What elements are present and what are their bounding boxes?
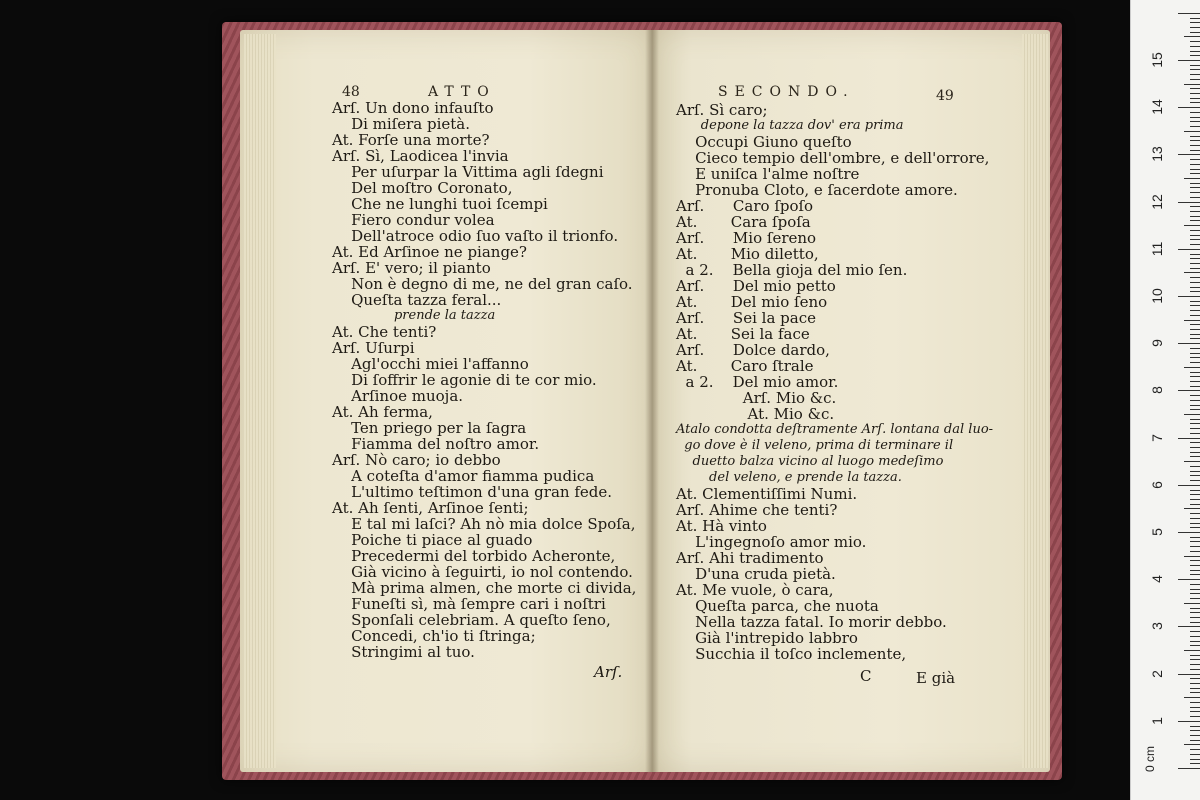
ruler-tick	[1190, 400, 1200, 401]
ruler-tick	[1178, 343, 1200, 344]
ruler-tick	[1178, 154, 1200, 155]
ruler-tick	[1190, 447, 1200, 448]
ruler-tick	[1190, 726, 1200, 727]
ruler-tick	[1190, 22, 1200, 23]
ruler-tick	[1190, 456, 1200, 457]
ruler-tick	[1190, 763, 1200, 764]
ruler-tick	[1190, 707, 1200, 708]
text-line: A coteſta d'amor fiamma pudica	[332, 467, 595, 485]
ruler-tick	[1190, 51, 1200, 52]
text-line: Mà prima almen, che morte ci divida,	[332, 579, 637, 597]
ruler-tick	[1190, 357, 1200, 358]
text-line: At. Me vuole, ò cara,	[676, 581, 834, 599]
ruler-tick	[1178, 13, 1200, 14]
text-line: At. Mio diletto,	[676, 245, 819, 263]
ruler-tick	[1190, 494, 1200, 495]
ruler-tick	[1190, 598, 1200, 599]
text-line: Occupi Giuno queſto	[676, 133, 852, 151]
ruler-tick	[1190, 754, 1200, 755]
ruler-tick	[1190, 537, 1200, 538]
ruler-tick	[1184, 650, 1200, 651]
text-line: Atalo condotta deſtramente Arſ. lontana dal luo-	[676, 422, 994, 437]
text-line: Funeſti sì, mà ſempre cari i noſtri	[332, 595, 606, 613]
ruler-tick	[1190, 570, 1200, 571]
ruler-tick	[1190, 65, 1200, 66]
right-page-text	[676, 101, 994, 663]
ruler-tick	[1190, 659, 1200, 660]
ruler-tick	[1190, 423, 1200, 424]
text-line: D'una cruda pietà.	[676, 565, 836, 583]
text-line: Del moſtro Coronato,	[332, 179, 513, 197]
ruler-tick	[1184, 697, 1200, 698]
text-line: a 2. Bella gioja del mio ſen.	[676, 261, 908, 279]
ruler-tick	[1190, 740, 1200, 741]
text-line: Arſ. Ahime che tenti?	[676, 501, 838, 519]
text-line: prende la tazza	[332, 308, 496, 323]
text-line: duetto balza vicino al luogo medeſimo	[676, 454, 944, 469]
text-line: L'ultimo teſtimon d'una gran fede.	[332, 483, 613, 501]
ruler-tick	[1190, 258, 1200, 259]
ruler-tick	[1190, 206, 1200, 207]
ruler-tick	[1190, 324, 1200, 325]
ruler-tick	[1178, 202, 1200, 203]
text-line: Per uſurpar la Vittima agli ſdegni	[332, 163, 604, 181]
text-line: Già vicino à ſeguirti, io nol contendo.	[332, 563, 633, 581]
ruler-tick	[1178, 674, 1200, 675]
ruler-tick	[1190, 480, 1200, 481]
text-line: Succhia il toſco inclemente,	[676, 645, 907, 663]
ruler-number: 13	[1149, 146, 1165, 163]
ruler-tick	[1190, 121, 1200, 122]
text-line: depone la tazza dov' era prima	[676, 118, 904, 133]
ruler-tick	[1190, 678, 1200, 679]
ruler-tick	[1190, 442, 1200, 443]
ruler-tick	[1184, 508, 1200, 509]
ruler-tick	[1190, 395, 1200, 396]
ruler-tick	[1190, 759, 1200, 760]
ruler-tick	[1178, 438, 1200, 439]
text-line: a 2. Del mio amor.	[676, 373, 839, 391]
ruler-tick	[1190, 702, 1200, 703]
text-line: Non è degno di me, ne del gran caſo.	[332, 275, 633, 293]
ruler-tick	[1190, 164, 1200, 165]
ruler-number: 11	[1149, 241, 1165, 257]
text-line: Pronuba Cloto, e ſacerdote amore.	[676, 181, 958, 199]
ruler-tick	[1190, 211, 1200, 212]
text-line: At. Hà vinto	[676, 517, 767, 535]
text-line: At. Mio &c.	[676, 405, 835, 423]
right-catchword: E già	[916, 669, 956, 687]
ruler-tick	[1184, 367, 1200, 368]
ruler-tick	[1190, 499, 1200, 500]
text-line: del veleno, e prende la tazza.	[676, 470, 902, 485]
ruler-tick	[1190, 41, 1200, 42]
ruler-tick	[1190, 735, 1200, 736]
ruler-tick	[1190, 348, 1200, 349]
ruler-tick	[1178, 296, 1200, 297]
ruler-tick	[1190, 315, 1200, 316]
ruler-tick	[1178, 60, 1200, 61]
ruler-tick	[1190, 513, 1200, 514]
left-running-head: ATTO	[428, 84, 496, 100]
ruler-tick	[1190, 329, 1200, 330]
ruler-tick	[1190, 291, 1200, 292]
ruler-tick	[1190, 150, 1200, 151]
ruler-tick	[1190, 216, 1200, 217]
ruler-tick	[1190, 334, 1200, 335]
ruler-tick	[1190, 376, 1200, 377]
ruler-tick	[1190, 565, 1200, 566]
text-line: Arſ. Sì, Laodicea l'invia	[332, 147, 509, 165]
ruler-tick	[1190, 88, 1200, 89]
ruler-tick	[1190, 584, 1200, 585]
signature-mark: C	[860, 667, 872, 685]
ruler-tick	[1190, 466, 1200, 467]
ruler-tick	[1190, 688, 1200, 689]
ruler-tick	[1190, 574, 1200, 575]
ruler-tick	[1190, 183, 1200, 184]
ruler-number: 1	[1149, 716, 1165, 725]
ruler-tick	[1190, 220, 1200, 221]
text-line: Arſ. Sei la pace	[676, 309, 816, 327]
ruler-tick	[1190, 608, 1200, 609]
ruler-tick	[1184, 84, 1200, 85]
ruler-tick	[1178, 390, 1200, 391]
ruler-tick	[1190, 93, 1200, 94]
ruler-tick	[1190, 692, 1200, 693]
ruler-tick	[1190, 504, 1200, 505]
ruler-tick	[1190, 55, 1200, 56]
text-line: Queſta parca, che nuota	[676, 597, 879, 615]
text-line: At. Clementiſſimi Numi.	[676, 485, 858, 503]
ruler-tick	[1190, 749, 1200, 750]
ruler-tick	[1190, 136, 1200, 137]
ruler-tick	[1190, 187, 1200, 188]
text-line: Ten priego per la ſagra	[332, 419, 527, 437]
ruler-tick	[1190, 409, 1200, 410]
right-page-number: 49	[936, 88, 954, 104]
ruler-tick	[1184, 414, 1200, 415]
ruler-tick	[1190, 527, 1200, 528]
ruler-tick	[1190, 140, 1200, 141]
ruler-number: 14	[1149, 99, 1165, 115]
ruler-tick	[1190, 338, 1200, 339]
text-line: Arſ. Caro ſpoſo	[676, 197, 814, 215]
ruler-tick	[1190, 636, 1200, 637]
ruler-tick	[1190, 433, 1200, 434]
text-line: Precedermi del torbido Acheronte,	[332, 547, 616, 565]
text-line: Di miſera pietà.	[332, 115, 471, 133]
text-line: Arſ. Uſurpi	[332, 339, 415, 357]
text-line: Poiche ti piace al guado	[332, 531, 533, 549]
ruler-tick	[1190, 711, 1200, 712]
ruler-tick	[1190, 541, 1200, 542]
text-line: Arſ. Un dono infauſto	[332, 99, 494, 117]
text-line: Arſinoe muoja.	[332, 387, 464, 405]
ruler-tick	[1190, 301, 1200, 302]
ruler-tick	[1190, 173, 1200, 174]
text-line: Fiero condur volea	[332, 211, 495, 229]
ruler-tick	[1190, 244, 1200, 245]
ruler-tick	[1190, 305, 1200, 306]
ruler-tick	[1190, 353, 1200, 354]
ruler-tick	[1190, 716, 1200, 717]
text-line: Agl'occhi miei l'affanno	[332, 355, 529, 373]
text-line: E tal mi laſci? Ah nò mia dolce Spoſa,	[332, 515, 636, 533]
ruler-tick	[1190, 32, 1200, 33]
text-line: Arſ. Nò caro; io debbo	[332, 451, 501, 469]
ruler-tick	[1190, 405, 1200, 406]
ruler-tick	[1178, 768, 1200, 769]
ruler-tick	[1190, 159, 1200, 160]
ruler-tick	[1178, 485, 1200, 486]
text-line: Stringimi al tuo.	[332, 643, 475, 661]
ruler-tick	[1184, 131, 1200, 132]
ruler-number: 9	[1149, 339, 1165, 348]
text-line: Queſta tazza feral...	[332, 291, 502, 309]
ruler-tick	[1190, 645, 1200, 646]
ruler-tick	[1178, 721, 1200, 722]
ruler-tick	[1184, 225, 1200, 226]
ruler-tick	[1190, 126, 1200, 127]
ruler-number: 10	[1149, 288, 1165, 304]
ruler-tick	[1190, 235, 1200, 236]
ruler-number: 5	[1149, 528, 1165, 536]
ruler-tick	[1190, 386, 1200, 387]
ruler-tick	[1184, 556, 1200, 557]
text-line: Sponſali celebriam. A queſto ſeno,	[332, 611, 611, 629]
ruler-tick	[1190, 169, 1200, 170]
text-line: Arſ. Mio &c.	[676, 389, 837, 407]
ruler-tick	[1190, 27, 1200, 28]
ruler-tick	[1190, 490, 1200, 491]
text-line: Nella tazza fatal. Io morir debbo.	[676, 613, 947, 631]
text-line: L'ingegnoſo amor mio.	[676, 533, 867, 551]
ruler-tick	[1190, 98, 1200, 99]
ruler-tick	[1178, 579, 1200, 580]
ruler-tick	[1190, 239, 1200, 240]
ruler-tick	[1184, 744, 1200, 745]
text-line: Arſ. Mio ſereno	[676, 229, 817, 247]
ruler-tick	[1190, 112, 1200, 113]
ruler-tick	[1190, 523, 1200, 524]
left-page-edges	[244, 34, 276, 768]
text-line: At. Ah ferma,	[332, 403, 433, 421]
ruler-tick	[1190, 230, 1200, 231]
ruler-tick	[1178, 107, 1200, 108]
ruler-tick	[1190, 560, 1200, 561]
ruler-number: 7	[1149, 433, 1165, 442]
ruler-number: 3	[1149, 622, 1165, 631]
ruler-tick	[1190, 617, 1200, 618]
ruler-tick	[1184, 36, 1200, 37]
ruler-tick	[1190, 310, 1200, 311]
ruler-tick	[1190, 263, 1200, 264]
text-line: At. Caro ſtrale	[676, 357, 814, 375]
left-page-number: 48	[342, 84, 360, 100]
text-line: At. Del mio ſeno	[676, 293, 828, 311]
ruler-tick	[1190, 471, 1200, 472]
text-line: Dell'atroce odio ſuo vaſto il trionfo.	[332, 227, 619, 245]
ruler-tick	[1190, 452, 1200, 453]
ruler-tick	[1184, 320, 1200, 321]
ruler-tick	[1190, 419, 1200, 420]
ruler-tick	[1190, 518, 1200, 519]
text-line: Concedi, ch'io ti ſtringa;	[332, 627, 536, 645]
ruler-tick	[1190, 612, 1200, 613]
ruler-tick	[1190, 117, 1200, 118]
ruler-tick	[1190, 282, 1200, 283]
ruler-tick	[1184, 272, 1200, 273]
ruler-tick	[1190, 18, 1200, 19]
book-gutter	[645, 30, 659, 772]
ruler-tick	[1190, 683, 1200, 684]
ruler-number: 6	[1149, 480, 1165, 489]
ruler-tick	[1190, 593, 1200, 594]
ruler-tick	[1190, 589, 1200, 590]
text-line: At. Ah ſenti, Arſinoe ſenti;	[332, 499, 529, 517]
ruler-tick	[1184, 178, 1200, 179]
ruler-tick	[1190, 622, 1200, 623]
text-line: At. Forſe una morte?	[332, 131, 490, 149]
ruler-tick	[1190, 641, 1200, 642]
text-line: Cieco tempio dell'ombre, e dell'orrore,	[676, 149, 990, 167]
text-line: Già l'intrepido labbro	[676, 629, 858, 647]
ruler-tick	[1190, 254, 1200, 255]
ruler-tick	[1190, 372, 1200, 373]
ruler-tick	[1190, 277, 1200, 278]
right-running-head: SECONDO.	[718, 84, 855, 100]
right-page-edges	[1022, 34, 1048, 768]
text-line: At. Sei la face	[676, 325, 810, 343]
measurement-ruler	[1130, 0, 1200, 800]
ruler-tick	[1190, 631, 1200, 632]
ruler-tick	[1190, 79, 1200, 80]
ruler-tick	[1184, 603, 1200, 604]
text-line: Arſ. Dolce dardo,	[676, 341, 830, 359]
ruler-tick	[1190, 664, 1200, 665]
ruler-tick	[1190, 362, 1200, 363]
text-line: Di ſoffrir le agonie di te cor mio.	[332, 371, 597, 389]
ruler-tick	[1190, 192, 1200, 193]
text-line: Che ne lunghi tuoi ſcempi	[332, 195, 548, 213]
ruler-tick	[1178, 249, 1200, 250]
text-line: Arſ. E' vero; il pianto	[332, 259, 491, 277]
text-line: go dove è il veleno, prima di terminare il	[676, 438, 954, 453]
text-line: Arſ. Ahi tradimento	[676, 549, 824, 567]
left-page-text	[332, 100, 637, 660]
ruler-tick	[1190, 287, 1200, 288]
ruler-tick	[1190, 669, 1200, 670]
ruler-number: 2	[1149, 669, 1165, 678]
ruler-number: 15	[1149, 52, 1165, 68]
ruler-tick	[1190, 551, 1200, 552]
ruler-tick	[1190, 546, 1200, 547]
ruler-number: 12	[1149, 193, 1165, 210]
ruler-tick	[1178, 626, 1200, 627]
ruler-tick	[1190, 428, 1200, 429]
ruler-unit-label: 0 cm	[1143, 745, 1158, 773]
ruler-tick	[1190, 655, 1200, 656]
ruler-tick	[1190, 69, 1200, 70]
ruler-tick	[1190, 475, 1200, 476]
left-catchword: Arſ.	[594, 663, 623, 681]
ruler-number: 8	[1149, 386, 1165, 395]
ruler-tick	[1190, 46, 1200, 47]
ruler-number: 4	[1149, 575, 1165, 584]
ruler-tick	[1190, 145, 1200, 146]
text-line: At. Cara ſpoſa	[676, 213, 811, 231]
text-line: Arſ. Del mio petto	[676, 277, 836, 295]
ruler-tick	[1190, 102, 1200, 103]
text-line: Fiamma del noſtro amor.	[332, 435, 540, 453]
ruler-tick	[1190, 74, 1200, 75]
text-line: At. Che tenti?	[332, 323, 437, 341]
ruler-tick	[1184, 461, 1200, 462]
text-line: At. Ed Arſinoe ne piange?	[332, 243, 527, 261]
ruler-tick	[1190, 381, 1200, 382]
text-line: Arſ. Sì caro;	[676, 101, 768, 119]
ruler-tick	[1178, 532, 1200, 533]
ruler-tick	[1190, 197, 1200, 198]
ruler-tick	[1190, 730, 1200, 731]
ruler-tick	[1190, 268, 1200, 269]
text-line: E uniſca l'alme noſtre	[676, 165, 860, 183]
